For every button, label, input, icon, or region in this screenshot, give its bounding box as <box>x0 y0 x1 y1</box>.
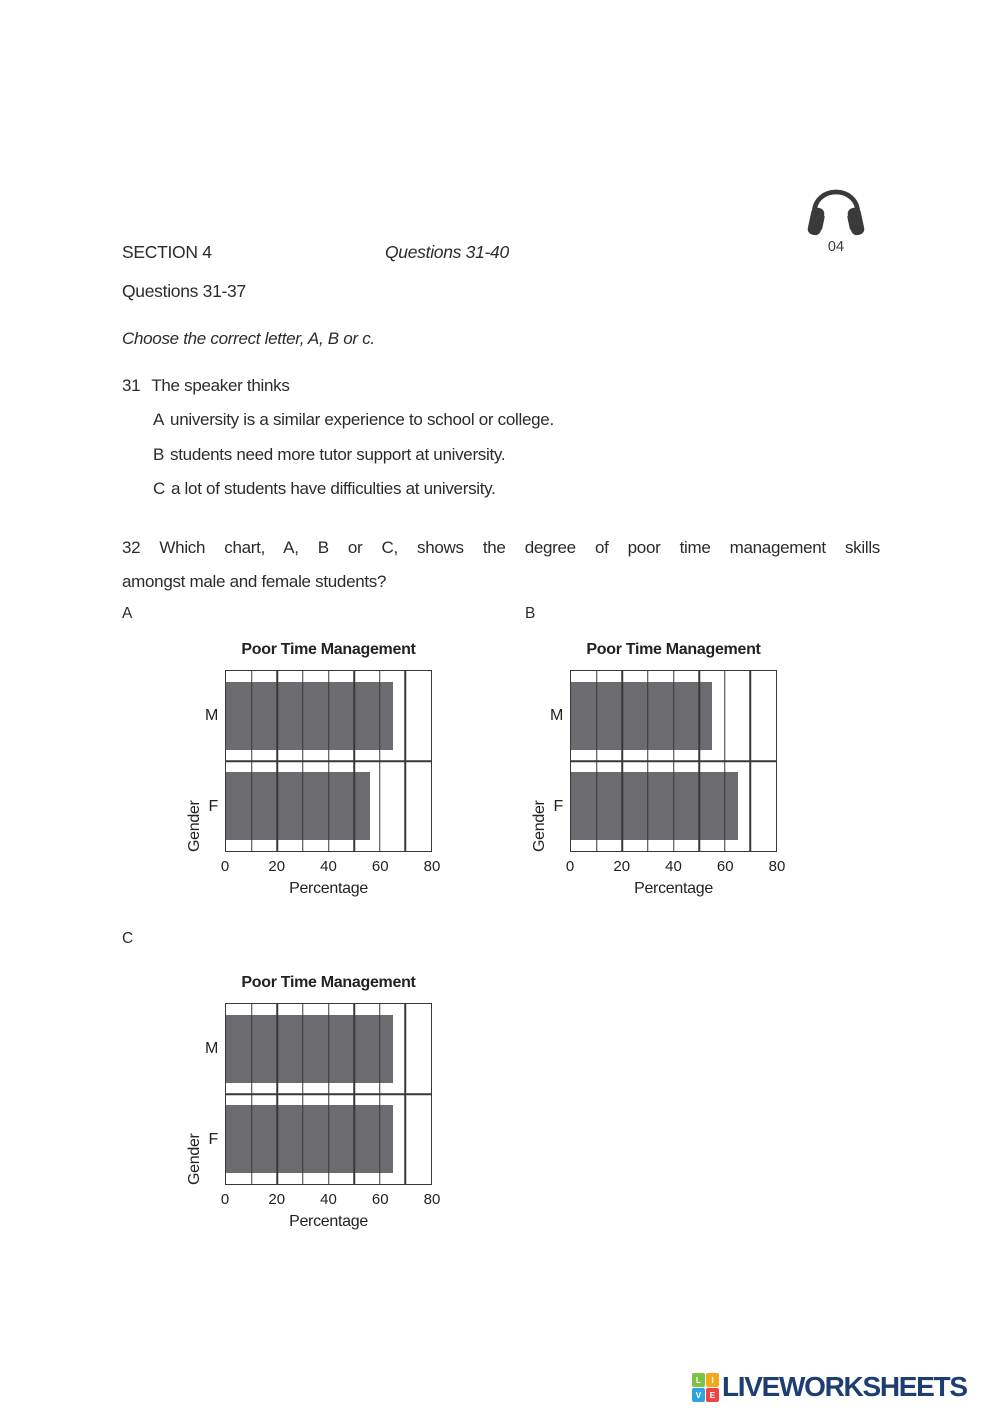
option-text: a lot of students have difficulties at university. <box>170 479 496 498</box>
question-31-option-c <box>153 479 496 499</box>
option-text: university is a similar experience to school or college. <box>170 410 554 429</box>
question-32-line-2: amongst male and female students? <box>122 571 387 591</box>
y-axis-label: Gender <box>186 1133 203 1185</box>
plot-area <box>225 1003 432 1185</box>
option-letter: B <box>153 445 165 464</box>
gridline <box>328 671 330 851</box>
gridline <box>379 671 381 851</box>
gridline <box>750 671 752 851</box>
category-label: M <box>204 706 218 724</box>
chart-title: Poor Time Management <box>586 641 761 658</box>
x-ticks <box>220 1191 441 1211</box>
audio-track-number: 04 <box>827 239 845 255</box>
logo-brand-text: LIVEWORKSHEETS <box>722 1371 967 1402</box>
question-32-line-1: 32 Which chart, A, B or C, shows the degree of poor time management skills <box>122 538 880 557</box>
gridline <box>724 671 726 851</box>
gridline <box>673 671 675 851</box>
question-31 <box>122 376 290 396</box>
x-tick-label: 40 <box>320 1191 337 1208</box>
audio-badge <box>800 166 872 255</box>
gridline <box>698 671 700 851</box>
bar <box>571 682 712 750</box>
category-label: M <box>204 1039 218 1057</box>
instruction-text: Choose the correct letter, A, B or c. <box>122 329 375 348</box>
chart-b-letter: B <box>525 605 536 622</box>
gridline <box>251 671 253 851</box>
question-31-stem: The speaker thinks <box>151 376 290 395</box>
section-title: SECTION 4 <box>122 242 212 262</box>
x-tick-label: 0 <box>220 858 230 875</box>
x-tick-label: 40 <box>320 858 337 875</box>
question-32 <box>122 531 880 598</box>
gridline <box>302 671 304 851</box>
gridline <box>622 671 624 851</box>
category-label: M <box>549 706 563 724</box>
x-ticks <box>220 858 441 878</box>
chart-title: Poor Time Management <box>241 974 416 991</box>
x-ticks <box>565 858 786 878</box>
gridline <box>277 671 279 851</box>
bar-chart-b <box>525 641 787 903</box>
gridline <box>647 671 649 851</box>
x-tick-label: 0 <box>220 1191 230 1208</box>
logo-tiles <box>692 1373 719 1402</box>
gridline <box>302 1004 304 1184</box>
gridline <box>251 1004 253 1184</box>
question-31-option-b <box>153 445 505 465</box>
plot-area <box>225 670 432 852</box>
logo-tile-i: I <box>706 1373 719 1387</box>
liveworksheets-logo <box>692 1371 967 1403</box>
x-tick-label: 60 <box>371 1191 389 1208</box>
x-tick-label: 80 <box>423 1191 441 1208</box>
gridline <box>379 1004 381 1184</box>
x-tick-label: 60 <box>716 858 734 875</box>
y-axis-label: Gender <box>186 800 203 852</box>
bar-chart-c <box>180 974 442 1236</box>
headphones-icon <box>801 166 871 238</box>
chart-title: Poor Time Management <box>241 641 416 658</box>
gridline <box>596 671 598 851</box>
option-letter: C <box>153 479 165 498</box>
x-tick-label: 20 <box>268 1191 286 1208</box>
category-label: F <box>208 1130 218 1148</box>
gridline <box>353 1004 355 1184</box>
option-text: students need more tutor support at university. <box>170 445 506 464</box>
gridline <box>405 671 407 851</box>
bar <box>226 772 370 840</box>
gridline <box>405 1004 407 1184</box>
questions-subheading: Questions 31-37 <box>122 281 246 301</box>
plot-area <box>570 670 777 852</box>
category-label: F <box>553 797 563 815</box>
gridline <box>353 671 355 851</box>
x-tick-label: 60 <box>371 858 389 875</box>
x-tick-label: 20 <box>268 858 286 875</box>
x-tick-label: 0 <box>565 858 575 875</box>
x-tick-label: 20 <box>613 858 631 875</box>
chart-c-letter: C <box>122 930 133 947</box>
x-tick-label: 40 <box>665 858 682 875</box>
question-31-number: 31 <box>122 376 141 395</box>
category-label: F <box>208 797 218 815</box>
gridline <box>328 1004 330 1184</box>
logo-tile-v: V <box>692 1388 705 1402</box>
x-tick-label: 80 <box>423 858 441 875</box>
option-letter: A <box>153 410 165 429</box>
x-axis-label: Percentage <box>289 880 368 897</box>
logo-tile-l: L <box>692 1373 705 1387</box>
logo-tile-e: E <box>706 1388 719 1402</box>
questions-range: Questions 31-40 <box>385 242 509 262</box>
x-axis-label: Percentage <box>289 1213 368 1230</box>
x-axis-label: Percentage <box>634 880 713 897</box>
y-axis-label: Gender <box>531 800 548 852</box>
chart-a-letter: A <box>122 605 133 622</box>
question-31-option-a <box>153 410 554 430</box>
x-tick-label: 80 <box>768 858 786 875</box>
gridline <box>277 1004 279 1184</box>
bar-chart-a <box>180 641 442 903</box>
